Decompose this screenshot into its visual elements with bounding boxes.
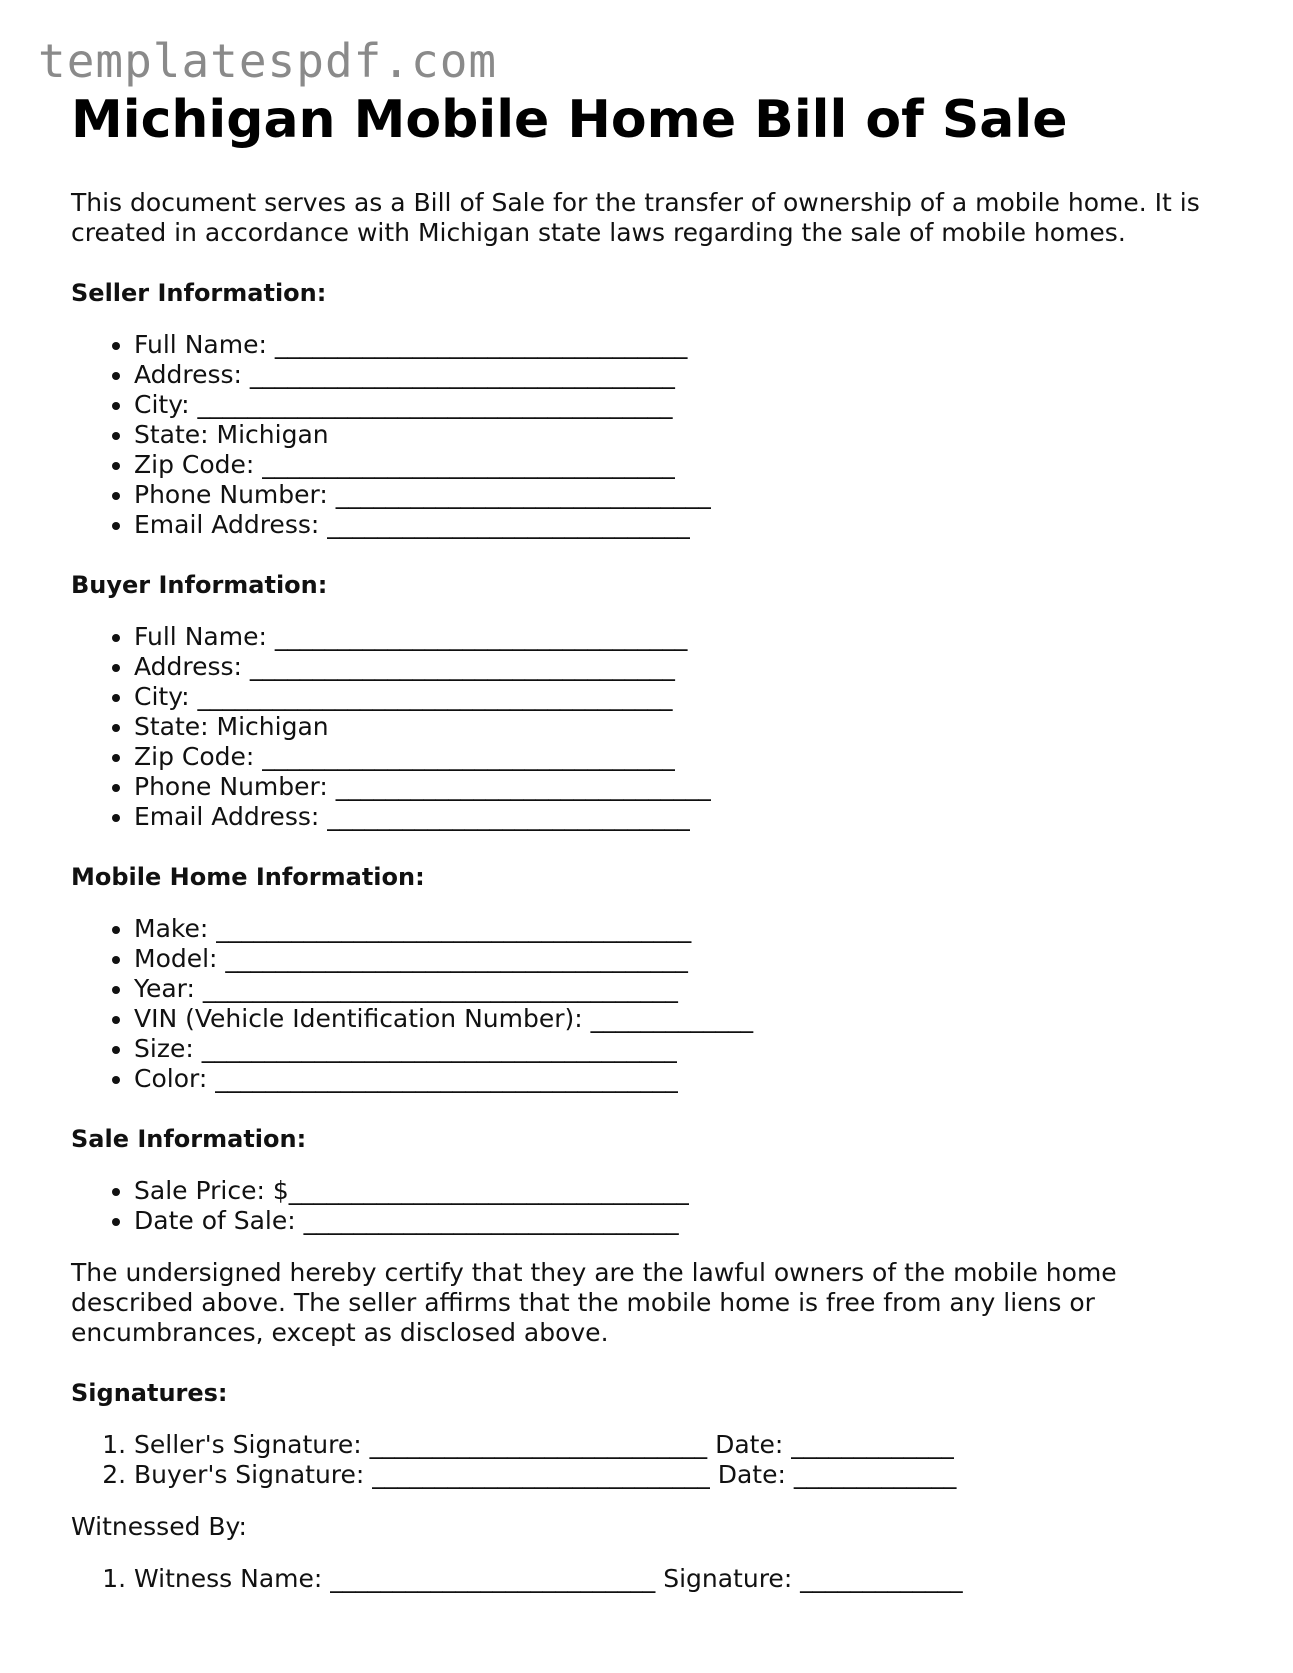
seller-full-name-field[interactable]: • Full Name: _________________________________ [134,330,1231,360]
mobile-home-info-list [71,914,1231,1094]
sale-info-list [71,1176,1231,1236]
vin-field[interactable]: • VIN (Vehicle Identification Number): _____________ [134,1004,1231,1034]
signatures-section-heading: Signatures: [71,1379,228,1407]
watermark-text: templatespdf.com [38,34,498,88]
buyer-address-field[interactable]: • Address: __________________________________ [134,652,1231,682]
buyer-section-heading: Buyer Information: [71,571,328,599]
buyer-state-field: • State: Michigan [134,712,1231,742]
witnessed-by-label: Witnessed By: [71,1512,247,1541]
document-page [71,88,1231,1594]
mobile-home-section-heading: Mobile Home Information: [71,863,425,891]
signatures-list [71,1430,1231,1490]
buyer-signature-line[interactable]: 2. Buyer's Signature: ___________________________ Date: _____________ [134,1460,1231,1490]
certification-paragraph: The undersigned hereby certify that they are the lawful owners of the mobile home described above. The seller affirms that the mobile home is free from any liens or encumbrances, except as disclosed above. [71,1258,1117,1347]
intro-paragraph: This document serves as a Bill of Sale for the transfer of ownership of a mobile home. It is created in accordance with Michigan state laws regarding the sale of mobile homes. [71,188,1200,247]
year-field[interactable]: • Year: ______________________________________ [134,974,1231,1004]
sale-price-field[interactable]: • Sale Price: $________________________________ [134,1176,1231,1206]
buyer-zip-field[interactable]: • Zip Code: _________________________________ [134,742,1231,772]
size-field[interactable]: • Size: ______________________________________ [134,1034,1231,1064]
sale-section-heading: Sale Information: [71,1125,307,1153]
buyer-phone-field[interactable]: • Phone Number: ______________________________ [134,772,1231,802]
make-field[interactable]: • Make: ______________________________________ [134,914,1231,944]
seller-email-field[interactable]: • Email Address: _____________________________ [134,510,1231,540]
seller-city-field[interactable]: • City: ______________________________________ [134,390,1231,420]
model-field[interactable]: • Model: _____________________________________ [134,944,1231,974]
witness-list [71,1564,1231,1594]
color-field[interactable]: • Color: _____________________________________ [134,1064,1231,1094]
buyer-email-field[interactable]: • Email Address: _____________________________ [134,802,1231,832]
buyer-full-name-field[interactable]: • Full Name: _________________________________ [134,622,1231,652]
seller-state-field: • State: Michigan [134,420,1231,450]
seller-zip-field[interactable]: • Zip Code: _________________________________ [134,450,1231,480]
buyer-info-list [71,622,1231,832]
seller-phone-field[interactable]: • Phone Number: ______________________________ [134,480,1231,510]
date-of-sale-field[interactable]: • Date of Sale: ______________________________ [134,1206,1231,1236]
witness-signature-line[interactable]: 1. Witness Name: __________________________ Signature: _____________ [134,1564,1231,1594]
seller-signature-line[interactable]: 1. Seller's Signature: ___________________________ Date: _____________ [134,1430,1231,1460]
seller-section-heading: Seller Information: [71,279,327,307]
seller-address-field[interactable]: • Address: __________________________________ [134,360,1231,390]
buyer-city-field[interactable]: • City: ______________________________________ [134,682,1231,712]
page-title: Michigan Mobile Home Bill of Sale [71,90,1068,150]
seller-info-list [71,330,1231,540]
